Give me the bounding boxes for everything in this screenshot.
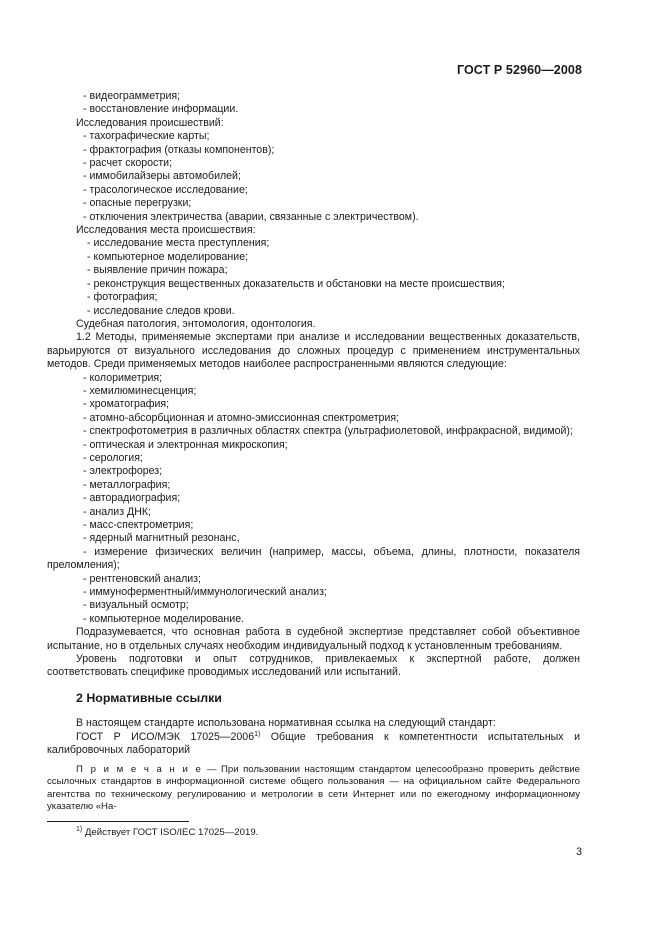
list-item: - анализ ДНК;	[47, 506, 580, 519]
list-item: - фрактография (отказы компонентов);	[47, 144, 580, 157]
footnote-mark: 1)	[254, 730, 261, 738]
list-item: - видеограмметрия;	[47, 90, 580, 103]
list-item: - восстановление информации.	[47, 103, 580, 116]
list-item-text: измерение физических величин (например, массы, объема, длины, плотности, показателя преломления);	[47, 545, 580, 572]
incident-heading: Исследования происшествий:	[76, 116, 224, 129]
reference-title: Общие требования к компетентности испытательных и калибровочных лабораторий	[47, 730, 580, 757]
page-number: 3	[576, 846, 582, 858]
list-item-text: спектрофотометрия в различных областях спектра (ультрафиолетовой, инфракрасной, видимой);	[89, 425, 573, 438]
list-item: - электрофорез;	[47, 465, 580, 478]
list-item: - колориметрия;	[47, 372, 580, 385]
pathology-line: Судебная патология, энтомология, одонтология.	[76, 317, 316, 330]
list-item: - компьютерное моделирование;	[47, 251, 580, 264]
list-item: - авторадиография;	[47, 492, 580, 505]
list-item: - ядерный магнитный резонанс,	[47, 532, 580, 545]
list-item: - опасные перегрузки;	[47, 197, 580, 210]
list-item: - оптическая и электронная микроскопия;	[47, 439, 580, 452]
note-text: — При пользовании настоящим стандартом целесообразно проверить действие ссылочных стандартов в информационной системе общего пользования — на официальном сайте Федерального агентства по техническому регулированию и метрологии в сети Интернет или по ежегодному информационному указателю «На-	[47, 763, 580, 813]
note-paragraph	[47, 764, 580, 814]
paragraph-1-2: 1.2 Методы, применяемые экспертами при анализе и исследовании вещественных доказательств, варьируются от визуального исследования до сложных процедур с применением инструментальных методов. Среди применяемых методов наиболее распространенными являются следующие:	[47, 331, 580, 371]
list-item: - выявление причин пожара;	[47, 264, 580, 277]
list-item: - исследование следов крови.	[47, 305, 580, 318]
list-item-wrapped: - измерение физических величин (например, массы, объема, длины, плотности, показателя преломления);	[47, 545, 580, 572]
footnote-rule	[47, 821, 189, 822]
list-item: - компьютерное моделирование.	[47, 613, 580, 626]
list-item: - трасологическое исследование;	[47, 184, 580, 197]
page-body	[47, 90, 580, 814]
paragraph-staff: Уровень подготовки и опыт сотрудников, привлекаемых к экспертной работе, должен соответствовать специфике проводимых исследований или испытаний.	[47, 653, 580, 679]
list-item: - отключения электричества (аварии, связанные с электричеством).	[47, 211, 580, 224]
list-item: - атомно-абсорбционная и атомно-эмиссионная спектрометрия;	[47, 412, 580, 425]
list-item-wrapped: - спектрофотометрия в различных областях спектра (ультрафиолетовой, инфракрасной, видимой);	[83, 425, 573, 438]
footnote	[76, 827, 258, 838]
list-item: - расчет скорости;	[47, 157, 580, 170]
list-item: - серология;	[47, 452, 580, 465]
footnote-text: Действует ГОСТ ISO/IEC 17025—2019.	[82, 827, 259, 838]
list-item: - исследование места преступления;	[47, 237, 580, 250]
note-label: П р и м е ч а н и е	[76, 763, 203, 775]
list-item: - иммуноферментный/иммунологический анализ;	[47, 586, 580, 599]
section-2-intro: В настоящем стандарте использована нормативная ссылка на следующий стандарт:	[76, 717, 496, 730]
scene-heading: Исследования места происшествия:	[76, 224, 256, 237]
normative-reference	[47, 731, 580, 758]
list-item: - визуальный осмотр;	[47, 599, 580, 612]
paragraph-objective: Подразумевается, что основная работа в судебной экспертизе представляет собой объективное испытание, но в отдельных случаях необходим индивидуальный подход к установленным требованиям.	[47, 626, 580, 652]
footnote-mark: 1)	[76, 826, 83, 833]
list-item: - реконструкция вещественных доказательств и обстановки на месте происшествия;	[47, 278, 580, 291]
list-item: - иммобилайзеры автомобилей;	[47, 170, 580, 183]
list-item: - фотография;	[47, 291, 580, 304]
reference-code: ГОСТ Р ИСО/МЭК 17025—2006	[76, 730, 255, 743]
list-item: - тахографические карты;	[47, 130, 580, 143]
list-item: - масс-спектрометрия;	[47, 519, 580, 532]
section-2-title: 2 Нормативные ссылки	[76, 690, 222, 705]
list-item: - хроматография;	[47, 398, 580, 411]
list-item: - металлография;	[47, 479, 580, 492]
list-item: - рентгеновский анализ;	[47, 573, 580, 586]
standard-header: ГОСТ Р 52960—2008	[456, 63, 582, 77]
list-item: - хемилюминесценция;	[47, 385, 580, 398]
